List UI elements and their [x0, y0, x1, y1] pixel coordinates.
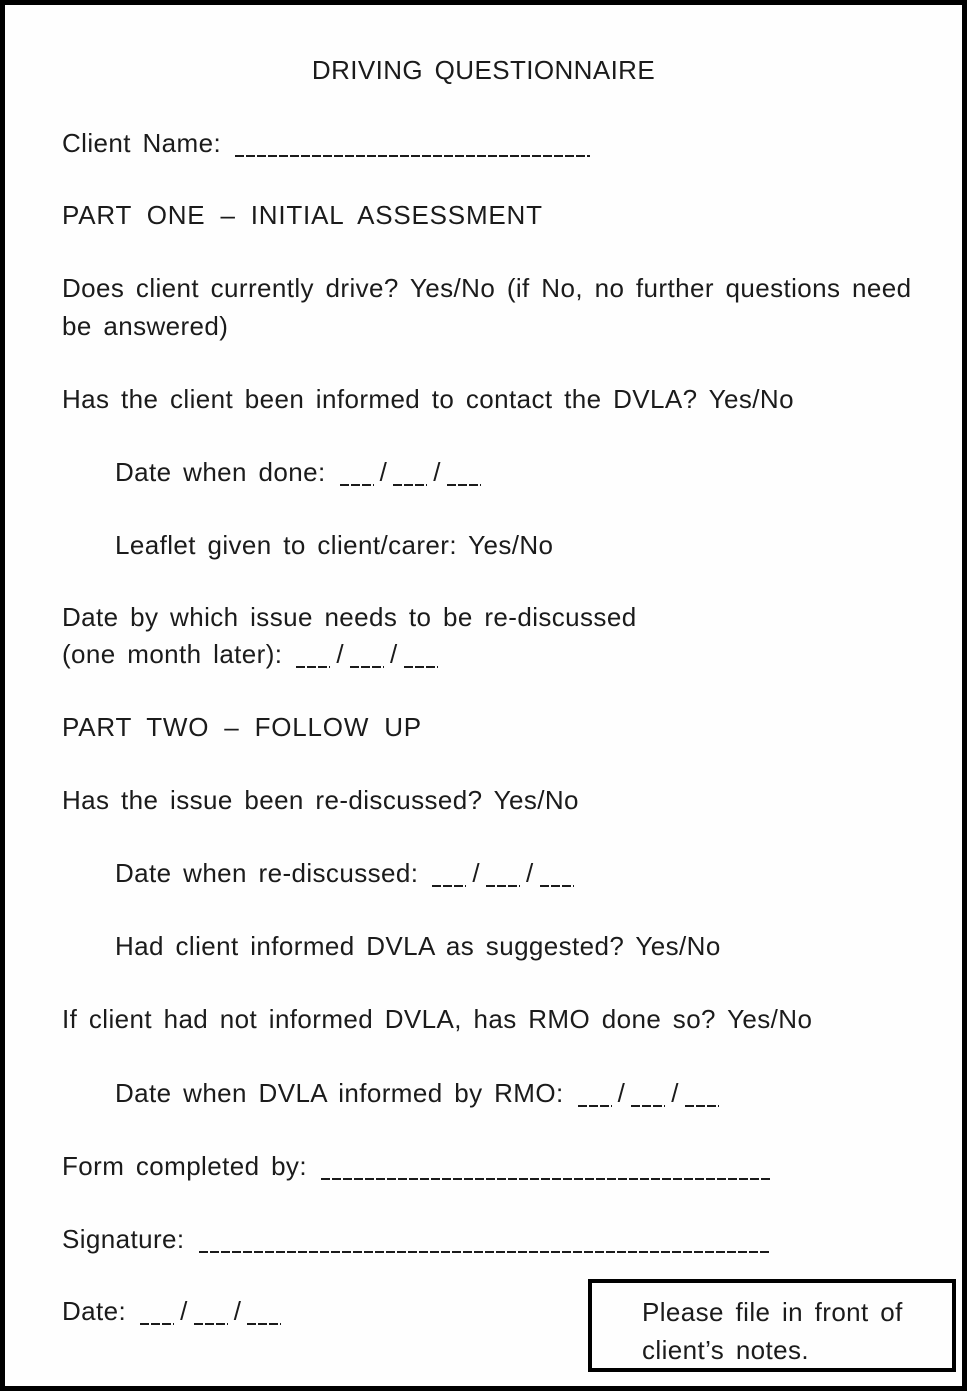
part-one-heading: PART ONE – INITIAL ASSESSMENT	[62, 200, 543, 230]
date-separator: /	[336, 639, 345, 669]
file-note-box	[588, 1279, 956, 1372]
date-blank-day	[340, 478, 374, 486]
date-blank-year	[404, 660, 438, 668]
date-when-done-row	[115, 457, 481, 487]
page-title: DRIVING QUESTIONNAIRE	[311, 55, 656, 85]
date-rmo-informed-row	[115, 1078, 719, 1108]
date-rediscussed-row	[115, 858, 574, 888]
rediscuss-date-line2	[62, 639, 438, 669]
leaflet-given-row: Leaflet given to client/carer: Yes/No	[115, 530, 554, 560]
client-name-blank	[235, 149, 590, 157]
part-two-heading: PART TWO – FOLLOW UP	[62, 712, 422, 742]
form-completed-blank	[321, 1172, 771, 1180]
rediscuss-date-line1: Date by which issue needs to be re-discussed	[62, 602, 637, 632]
question-rmo-informed: If client had not informed DVLA, has RMO done so? Yes/No	[62, 1004, 813, 1034]
date-blank-year	[540, 879, 574, 887]
question-had-informed-dvla: Had client informed DVLA as suggested? Yes/No	[115, 931, 721, 961]
client-name-row	[62, 128, 590, 158]
date-blank-month	[486, 879, 520, 887]
rediscuss-date-label: (one month later):	[62, 639, 283, 669]
question-currently-drive-line1: Does client currently drive? Yes/No (if No, no further questions need	[62, 273, 912, 303]
date-separator: /	[233, 1296, 242, 1326]
date-blank-month	[631, 1099, 665, 1107]
date-blank-year	[247, 1317, 281, 1325]
date-separator: /	[525, 858, 534, 888]
date-blank-day	[296, 660, 330, 668]
signature-blank	[199, 1245, 771, 1253]
date-blank-day	[578, 1099, 612, 1107]
date-blank-day	[432, 879, 466, 887]
bottom-date-row	[62, 1296, 281, 1326]
date-blank-month	[350, 660, 384, 668]
date-separator: /	[180, 1296, 188, 1326]
file-note-text: Please file in front of client’s notes.	[642, 1297, 903, 1365]
date-when-done-label: Date when done:	[115, 457, 326, 487]
bottom-date-label: Date:	[62, 1296, 127, 1326]
date-blank-month	[194, 1317, 228, 1325]
date-separator: /	[390, 639, 398, 669]
date-blank-year	[685, 1099, 719, 1107]
signature-label: Signature:	[62, 1224, 185, 1254]
date-separator: /	[379, 457, 388, 487]
form-completed-label: Form completed by:	[62, 1151, 307, 1181]
date-rmo-informed-label: Date when DVLA informed by RMO:	[115, 1078, 564, 1108]
form-completed-row	[62, 1151, 771, 1181]
date-separator: /	[617, 1078, 626, 1108]
date-blank-day	[140, 1317, 174, 1325]
question-issue-rediscussed: Has the issue been re-discussed? Yes/No	[62, 785, 579, 815]
signature-row	[62, 1224, 771, 1254]
date-blank-month	[393, 478, 427, 486]
client-name-label: Client Name:	[62, 128, 222, 158]
question-informed-dvla: Has the client been informed to contact the DVLA? Yes/No	[62, 384, 794, 414]
question-currently-drive-line2: be answered)	[62, 311, 229, 341]
date-separator: /	[433, 457, 441, 487]
date-rediscussed-label: Date when re-discussed:	[115, 858, 419, 888]
date-separator: /	[472, 858, 480, 888]
date-blank-year	[447, 478, 481, 486]
date-separator: /	[671, 1078, 679, 1108]
